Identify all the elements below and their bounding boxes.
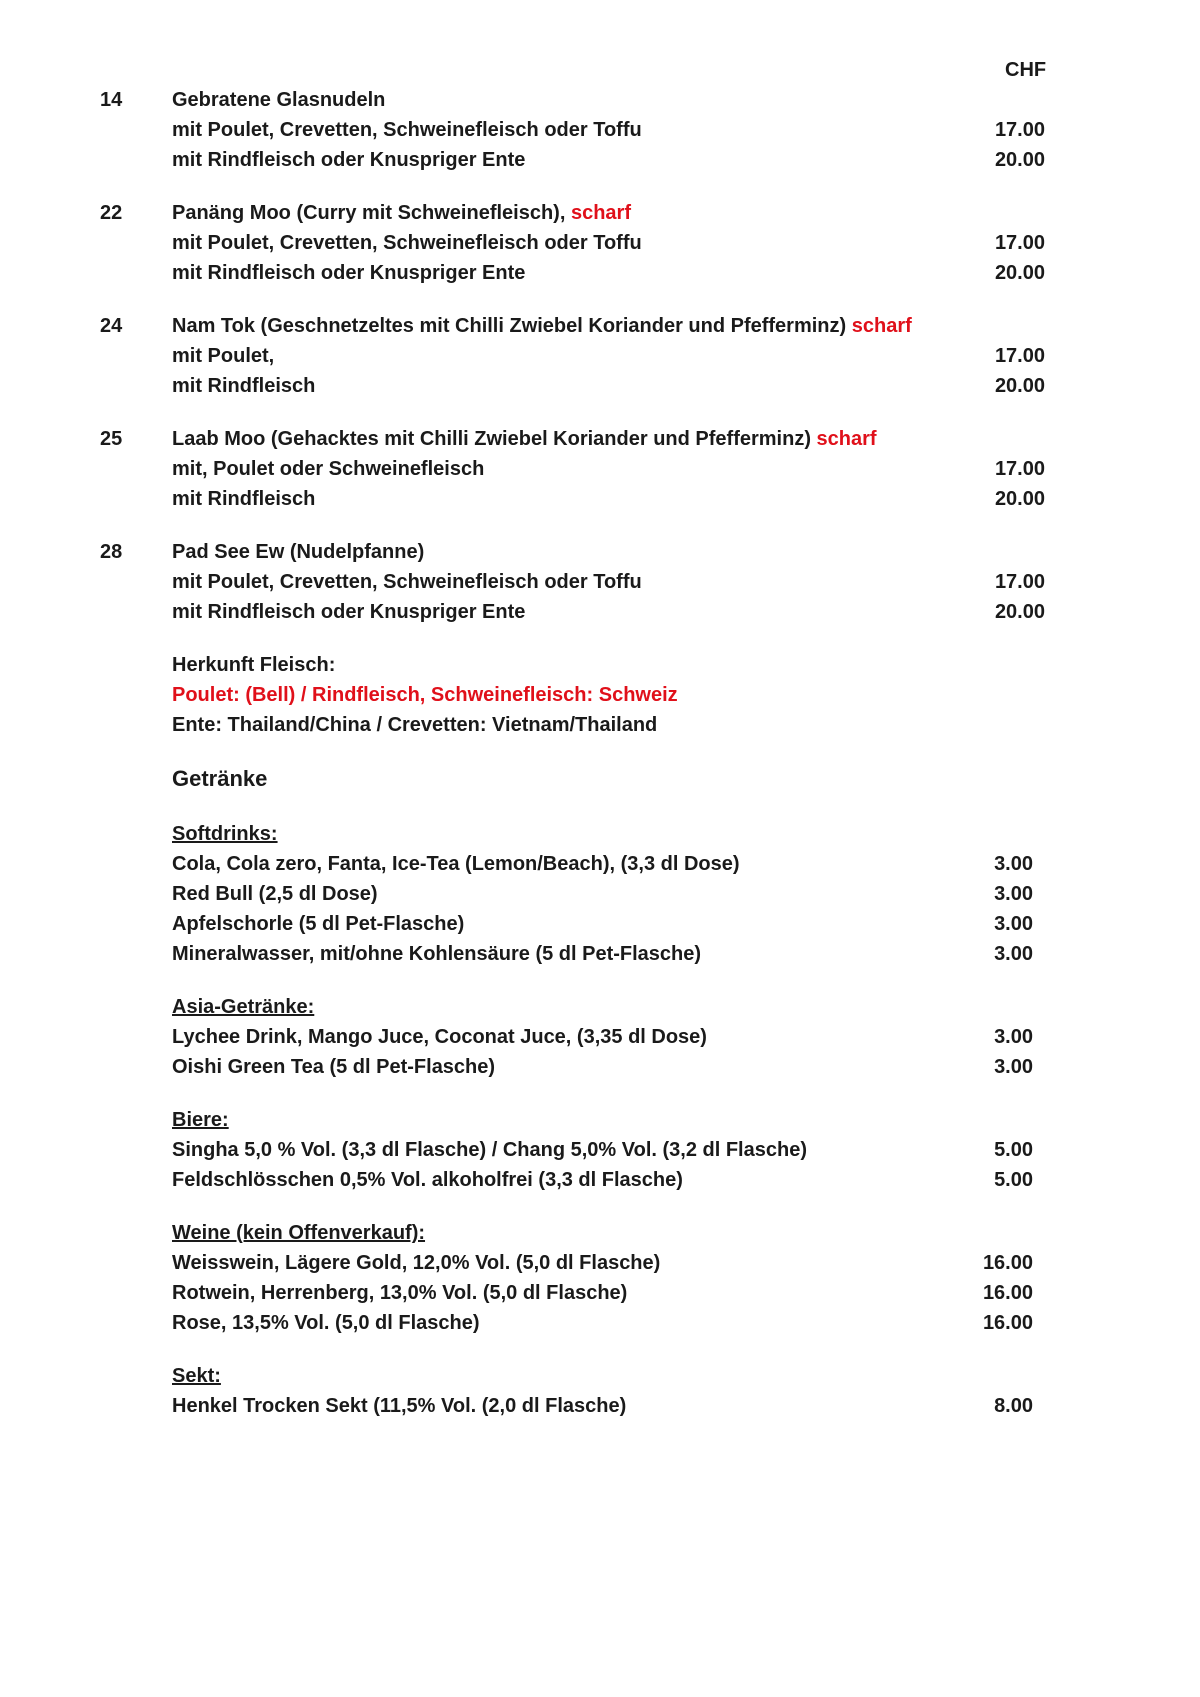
drink-price: 5.00 [994,1169,1033,1191]
drink-price: 3.00 [994,1056,1033,1078]
dish-number: 24 [100,315,123,337]
spicy-label: scharf [570,202,631,224]
dish-option-price: 17.00 [994,571,1045,593]
dish-option-price: 17.00 [994,458,1045,480]
drink-price: 3.00 [994,913,1033,935]
dish-option-price: 20.00 [994,488,1045,510]
drink-label: Rose, 13,5% Vol. (5,0 dl Flasche) [172,1312,480,1334]
drink-price: 8.00 [994,1395,1033,1417]
drink-label: Weisswein, Lägere Gold, 12,0% Vol. (5,0 dl Flasche) [172,1252,661,1274]
dish-option-label: mit Rindfleisch oder Knuspriger Ente [172,601,526,623]
drink-label: Singha 5,0 % Vol. (3,3 dl Flasche) / Chang 5,0% Vol. (3,2 dl Flasche) [172,1139,807,1161]
dish-option-label: mit Rindfleisch [172,488,316,510]
dish-title: Pad See Ew (Nudelpfanne) [172,541,425,563]
drink-price: 16.00 [982,1312,1033,1334]
currency-header: CHF [1005,59,1047,81]
section-title: Weine (kein Offenverkauf): [172,1222,426,1244]
dish-option-label: mit, Poulet oder Schweinefleisch [172,458,485,480]
drink-label: Rotwein, Herrenberg, 13,0% Vol. (5,0 dl Flasche) [172,1282,628,1304]
dish-option-label: mit Poulet, [172,345,275,367]
section-title: Softdrinks: [172,823,278,845]
drink-label: Oishi Green Tea (5 dl Pet-Flasche) [172,1056,496,1078]
section-title: Biere: [172,1109,229,1131]
spicy-label: scharf [851,315,912,337]
origin-line-duck-shrimp: Ente: Thailand/China / Crevetten: Vietnam/Thailand [172,714,658,736]
dish-option-price: 17.00 [994,119,1045,141]
section-title: Sekt: [172,1365,221,1387]
dish-title: Gebratene Glasnudeln [172,89,386,111]
dish-title: Laab Moo (Gehacktes mit Chilli Zwiebel Koriander und Pfefferminz) [172,428,811,450]
drink-label: Lychee Drink, Mango Juce, Coconat Juce, (3,35 dl Dose) [172,1026,707,1048]
drink-price: 16.00 [982,1252,1033,1274]
drink-label: Henkel Trocken Sekt (11,5% Vol. (2,0 dl Flasche) [172,1395,627,1417]
origin-heading: Herkunft Fleisch: [172,654,336,676]
dish-title: Nam Tok (Geschnetzeltes mit Chilli Zwiebel Koriander und Pfefferminz) [172,315,847,337]
dish-title-line [172,427,877,451]
dish-option-label: mit Poulet, Crevetten, Schweinefleisch oder Toffu [172,571,642,593]
drink-label: Cola, Cola zero, Fanta, Ice-Tea (Lemon/Beach), (3,3 dl Dose) [172,853,740,875]
drink-price: 3.00 [994,853,1033,875]
dish-option-price: 20.00 [994,375,1045,397]
dish-option-price: 20.00 [994,149,1045,171]
drink-label: Feldschlösschen 0,5% Vol. alkoholfrei (3,3 dl Flasche) [172,1169,683,1191]
dish-number: 25 [100,428,123,450]
drink-label: Mineralwasser, mit/ohne Kohlensäure (5 dl Pet-Flasche) [172,943,702,965]
drink-price: 16.00 [982,1282,1033,1304]
drink-label: Apfelschorle (5 dl Pet-Flasche) [172,913,465,935]
drinks-heading: Getränke [172,766,268,791]
origin-line-poultry-beef-pork: Poulet: (Bell) / Rindfleisch, Schweinefleisch: Schweiz [172,684,678,706]
dish-title-line [172,201,631,225]
dish-title: Panäng Moo (Curry mit Schweinefleisch), [172,202,566,224]
dish-option-label: mit Rindfleisch [172,375,316,397]
dish-title-line [172,314,912,338]
drink-label: Red Bull (2,5 dl Dose) [172,883,378,905]
dish-option-label: mit Rindfleisch oder Knuspriger Ente [172,149,526,171]
dish-option-price: 20.00 [994,262,1045,284]
dish-option-price: 17.00 [994,345,1045,367]
dish-option-label: mit Poulet, Crevetten, Schweinefleisch oder Toffu [172,119,642,141]
dish-option-price: 17.00 [994,232,1045,254]
dish-option-label: mit Rindfleisch oder Knuspriger Ente [172,262,526,284]
drink-price: 3.00 [994,1026,1033,1048]
section-title: Asia-Getränke: [172,996,315,1018]
dish-option-price: 20.00 [994,601,1045,623]
dish-number: 22 [100,202,123,224]
dish-number: 14 [100,89,123,111]
dish-option-label: mit Poulet, Crevetten, Schweinefleisch oder Toffu [172,232,642,254]
drink-price: 5.00 [994,1139,1033,1161]
dish-number: 28 [100,541,123,563]
drink-price: 3.00 [994,943,1033,965]
spicy-label: scharf [816,428,877,450]
drink-price: 3.00 [994,883,1033,905]
